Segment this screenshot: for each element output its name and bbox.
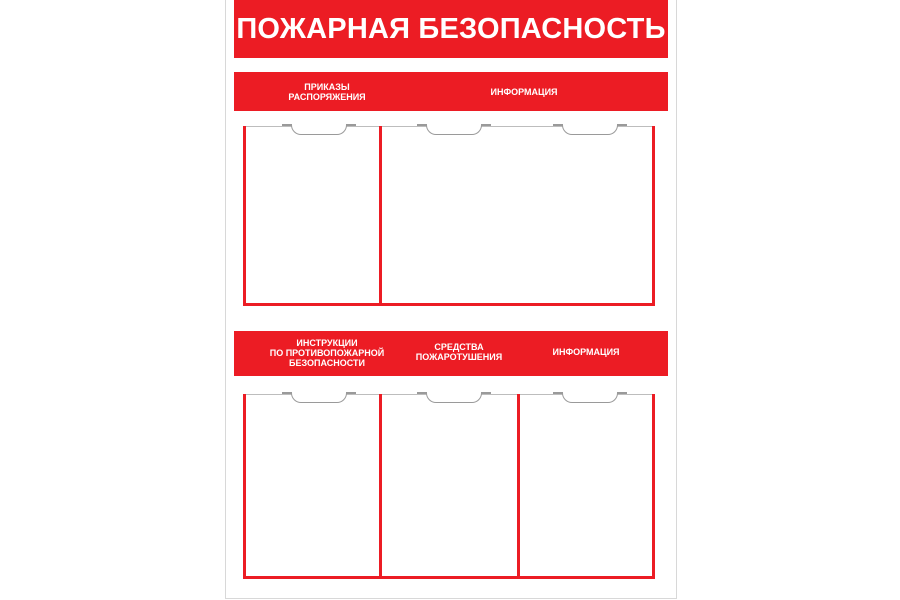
title-bar	[234, 0, 668, 58]
pocket-tab	[562, 393, 618, 403]
section-label-info-bottom: ИНФОРМАЦИЯ	[552, 347, 620, 357]
section-label-extinguishing: СРЕДСТВА ПОЖАРОТУШЕНИЯ	[415, 342, 503, 362]
pocket-tab	[562, 125, 618, 135]
pocket-tab	[426, 393, 482, 403]
top-pocket-row	[243, 126, 655, 306]
pocket-tab	[291, 125, 347, 135]
pocket-divider	[379, 394, 382, 576]
pocket-divider	[379, 126, 382, 303]
stand-title: ПОЖАРНАЯ БЕЗОПАСНОСТЬ	[236, 12, 666, 45]
fire-safety-stand	[225, 0, 677, 599]
pocket-tab	[426, 125, 482, 135]
bottom-pocket-row	[243, 394, 655, 579]
bottom-section-header	[234, 331, 668, 376]
section-label-instructions: ИНСТРУКЦИИ ПО ПРОТИВОПОЖАРНОЙ БЕЗОПАСНОСТИ	[269, 338, 385, 368]
pocket-tab	[291, 393, 347, 403]
top-section-header	[234, 72, 668, 111]
section-label-info-top: ИНФОРМАЦИЯ	[490, 87, 558, 97]
section-label-orders: ПРИКАЗЫ РАСПОРЯЖЕНИЯ	[288, 82, 366, 102]
pocket-divider	[517, 394, 520, 576]
